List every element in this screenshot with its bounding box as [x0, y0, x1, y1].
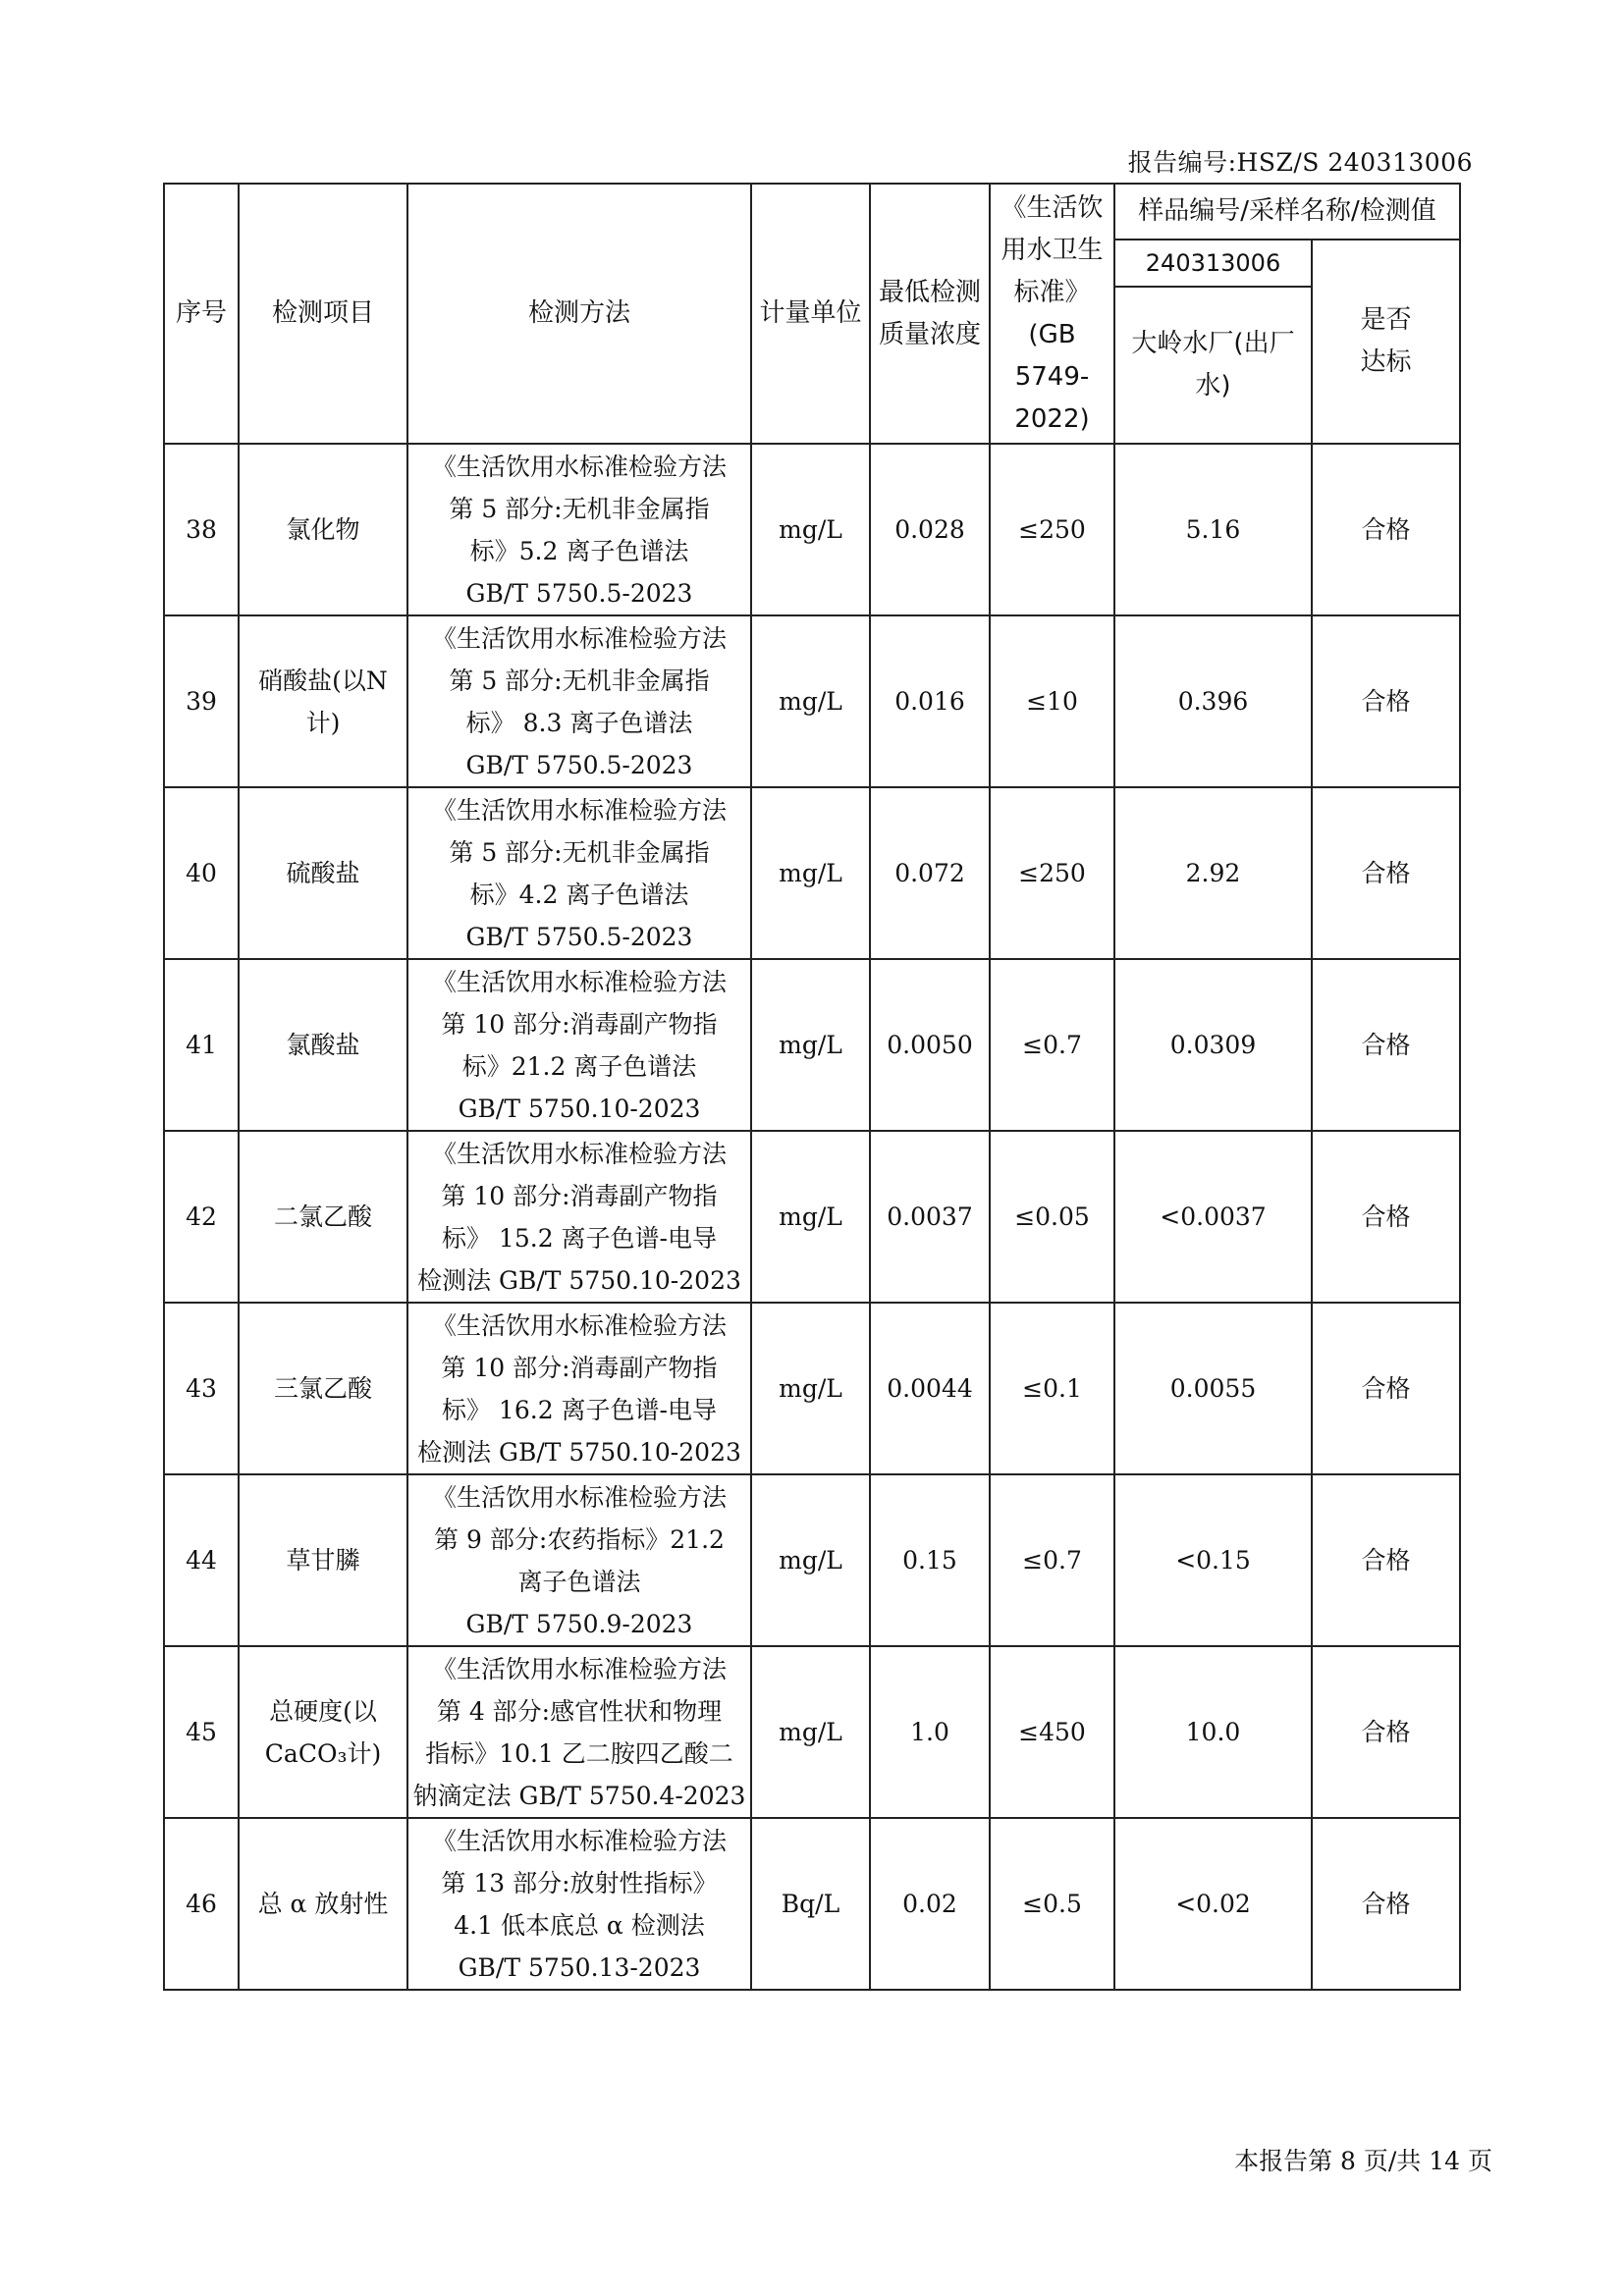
- method-cell: [407, 787, 751, 959]
- seq-cell: 43: [164, 1303, 239, 1474]
- page-footer: 本报告第 8 页/共 14 页: [1234, 2147, 1492, 2175]
- table-row: [164, 1818, 1460, 1990]
- text-line: 第 5 部分:无机非金属指: [449, 837, 710, 867]
- value-cell: <0.02: [1114, 1818, 1312, 1990]
- pass-cell: 合格: [1312, 1474, 1460, 1646]
- text-line: 硝酸盐(以N: [258, 666, 388, 695]
- seq-cell: 45: [164, 1646, 239, 1818]
- header-min-conc: [870, 184, 990, 444]
- pass-cell: 合格: [1312, 1646, 1460, 1818]
- method-cell: [407, 615, 751, 787]
- min-conc-cell: 0.028: [870, 444, 990, 615]
- text-line: GB/T 5750.10-2023: [458, 1094, 701, 1123]
- report-number: 报告编号:HSZ/S 240313006: [1127, 148, 1473, 177]
- text-line: 第 13 部分:放射性指标》: [441, 1868, 718, 1897]
- text-line: 《生活饮用水标准检验方法: [431, 1310, 727, 1340]
- text-line: CaCO₃计): [264, 1738, 382, 1768]
- min-conc-cell: 1.0: [870, 1646, 990, 1818]
- value-cell: 0.0055: [1114, 1303, 1312, 1474]
- text-line: 《生活饮用水标准检验方法: [431, 1139, 727, 1168]
- item-cell: [239, 1131, 407, 1303]
- text-line: 大岭水厂(出厂: [1131, 329, 1295, 358]
- header-seq: 序号: [164, 184, 239, 444]
- text-line: 《生活饮用水标准检验方法: [431, 1826, 727, 1855]
- limit-cell: ≤0.5: [990, 1818, 1114, 1990]
- limit-cell: ≤450: [990, 1646, 1114, 1818]
- value-cell: 10.0: [1114, 1646, 1312, 1818]
- header-item: 检测项目: [239, 184, 407, 444]
- value-cell: 5.16: [1114, 444, 1312, 615]
- method-cell: [407, 1474, 751, 1646]
- pass-cell: 合格: [1312, 615, 1460, 787]
- item-cell: [239, 959, 407, 1131]
- table-row: [164, 1474, 1460, 1646]
- text-line: 《生活饮用水标准检验方法: [431, 1654, 727, 1683]
- text-line: 用水卫生: [1001, 235, 1104, 265]
- header-unit: 计量单位: [751, 184, 870, 444]
- text-line: 硫酸盐: [286, 859, 360, 887]
- table-row: [164, 1303, 1460, 1474]
- text-line: 第 10 部分:消毒副产物指: [441, 1353, 718, 1382]
- unit-cell: mg/L: [751, 1474, 870, 1646]
- min-conc-cell: 0.0044: [870, 1303, 990, 1474]
- item-cell: [239, 444, 407, 615]
- seq-cell: 38: [164, 444, 239, 615]
- text-line: 最低检测: [878, 277, 981, 307]
- method-cell: [407, 444, 751, 615]
- text-line: (GB: [1028, 319, 1076, 349]
- text-line: 氯酸盐: [286, 1031, 360, 1059]
- pass-cell: 合格: [1312, 787, 1460, 959]
- pass-cell: 合格: [1312, 1131, 1460, 1303]
- item-cell: [239, 1646, 407, 1818]
- pass-cell: 合格: [1312, 1303, 1460, 1474]
- unit-cell: mg/L: [751, 615, 870, 787]
- header-sample-id: 240313006: [1114, 240, 1312, 287]
- limit-cell: ≤0.7: [990, 1474, 1114, 1646]
- value-cell: <0.15: [1114, 1474, 1312, 1646]
- unit-cell: Bq/L: [751, 1818, 870, 1990]
- text-line: 第 10 部分:消毒副产物指: [441, 1181, 718, 1210]
- text-line: 计): [305, 708, 341, 737]
- text-line: 水): [1195, 371, 1231, 400]
- text-line: 检测法 GB/T 5750.10-2023: [417, 1437, 741, 1467]
- limit-cell: ≤0.1: [990, 1303, 1114, 1474]
- limit-cell: ≤10: [990, 615, 1114, 787]
- value-cell: 0.396: [1114, 615, 1312, 787]
- method-cell: [407, 1818, 751, 1990]
- text-line: 第 5 部分:无机非金属指: [449, 666, 710, 695]
- unit-cell: mg/L: [751, 1303, 870, 1474]
- item-cell: [239, 615, 407, 787]
- table-row: [164, 787, 1460, 959]
- header-sample-name: [1114, 287, 1312, 444]
- table-row: [164, 1646, 1460, 1818]
- text-line: GB/T 5750.5-2023: [465, 922, 693, 951]
- pass-cell: 合格: [1312, 444, 1460, 615]
- text-line: GB/T 5750.5-2023: [465, 578, 693, 608]
- text-line: GB/T 5750.9-2023: [465, 1609, 693, 1638]
- value-cell: 2.92: [1114, 787, 1312, 959]
- text-line: 5749-: [1014, 361, 1090, 392]
- header-standard: [990, 184, 1114, 444]
- method-cell: [407, 1646, 751, 1818]
- unit-cell: mg/L: [751, 1646, 870, 1818]
- item-cell: [239, 787, 407, 959]
- seq-cell: 39: [164, 615, 239, 787]
- text-line: 标》4.2 离子色谱法: [469, 880, 689, 909]
- text-line: 《生活饮用水标准检验方法: [431, 795, 727, 825]
- text-line: 质量浓度: [878, 319, 981, 349]
- header-sample-group: 样品编号/采样名称/检测值: [1114, 184, 1460, 240]
- seq-cell: 40: [164, 787, 239, 959]
- min-conc-cell: 0.072: [870, 787, 990, 959]
- min-conc-cell: 0.0037: [870, 1131, 990, 1303]
- text-line: 第 4 部分:感官性状和物理: [436, 1696, 723, 1726]
- text-line: 标》 16.2 离子色谱-电导: [441, 1395, 717, 1424]
- method-cell: [407, 959, 751, 1131]
- text-line: 《生活饮用水标准检验方法: [431, 1482, 727, 1512]
- pass-cell: 合格: [1312, 959, 1460, 1131]
- text-line: 标》5.2 离子色谱法: [469, 536, 689, 565]
- seq-cell: 44: [164, 1474, 239, 1646]
- results-body: [164, 444, 1460, 1990]
- text-line: 是否: [1360, 305, 1412, 335]
- seq-cell: 42: [164, 1131, 239, 1303]
- table-row: [164, 959, 1460, 1131]
- text-line: 《生活饮用水标准检验方法: [431, 452, 727, 481]
- header-pass: [1312, 240, 1460, 444]
- text-line: 第 10 部分:消毒副产物指: [441, 1009, 718, 1039]
- text-line: 氯化物: [286, 515, 360, 544]
- item-cell: [239, 1303, 407, 1474]
- text-line: GB/T 5750.5-2023: [465, 750, 693, 779]
- text-line: 达标: [1360, 347, 1412, 377]
- text-line: GB/T 5750.13-2023: [458, 1952, 701, 1982]
- unit-cell: mg/L: [751, 959, 870, 1131]
- seq-cell: 46: [164, 1818, 239, 1990]
- text-line: 标准》: [1013, 277, 1091, 307]
- table-row: [164, 444, 1460, 615]
- text-line: 标》21.2 离子色谱法: [461, 1051, 697, 1081]
- unit-cell: mg/L: [751, 444, 870, 615]
- limit-cell: ≤0.7: [990, 959, 1114, 1131]
- text-line: 三氯乙酸: [273, 1374, 372, 1403]
- text-line: 2022): [1014, 403, 1090, 434]
- table-row: [164, 615, 1460, 787]
- value-cell: <0.0037: [1114, 1131, 1312, 1303]
- item-cell: [239, 1474, 407, 1646]
- unit-cell: mg/L: [751, 787, 870, 959]
- method-cell: [407, 1303, 751, 1474]
- limit-cell: ≤250: [990, 787, 1114, 959]
- text-line: 检测法 GB/T 5750.10-2023: [417, 1265, 741, 1295]
- text-line: 离子色谱法: [517, 1567, 641, 1596]
- table-row: [164, 1131, 1460, 1303]
- seq-cell: 41: [164, 959, 239, 1131]
- value-cell: 0.0309: [1114, 959, 1312, 1131]
- text-line: 4.1 低本底总 α 检测法: [454, 1910, 705, 1940]
- unit-cell: mg/L: [751, 1131, 870, 1303]
- text-line: 标》 15.2 离子色谱-电导: [441, 1223, 717, 1253]
- text-line: 标》 8.3 离子色谱法: [465, 708, 693, 737]
- text-line: 《生活饮用水标准检验方法: [431, 623, 727, 653]
- min-conc-cell: 0.016: [870, 615, 990, 787]
- method-cell: [407, 1131, 751, 1303]
- text-line: 指标》10.1 乙二胺四乙酸二: [425, 1738, 733, 1768]
- header-method: 检测方法: [407, 184, 751, 444]
- text-line: 第 5 部分:无机非金属指: [449, 494, 710, 523]
- results-table: [163, 183, 1461, 1991]
- text-line: 二氯乙酸: [273, 1202, 372, 1231]
- text-line: 《生活饮: [1001, 192, 1104, 223]
- text-line: 第 9 部分:农药指标》21.2: [434, 1524, 725, 1554]
- text-line: 草甘膦: [286, 1546, 360, 1575]
- limit-cell: ≤250: [990, 444, 1114, 615]
- pass-cell: 合格: [1312, 1818, 1460, 1990]
- min-conc-cell: 0.15: [870, 1474, 990, 1646]
- text-line: 总硬度(以: [269, 1696, 377, 1726]
- item-cell: [239, 1818, 407, 1990]
- text-line: 钠滴定法 GB/T 5750.4-2023: [412, 1781, 746, 1810]
- limit-cell: ≤0.05: [990, 1131, 1114, 1303]
- min-conc-cell: 0.0050: [870, 959, 990, 1131]
- text-line: 总 α 放射性: [257, 1890, 389, 1918]
- text-line: 《生活饮用水标准检验方法: [431, 967, 727, 996]
- min-conc-cell: 0.02: [870, 1818, 990, 1990]
